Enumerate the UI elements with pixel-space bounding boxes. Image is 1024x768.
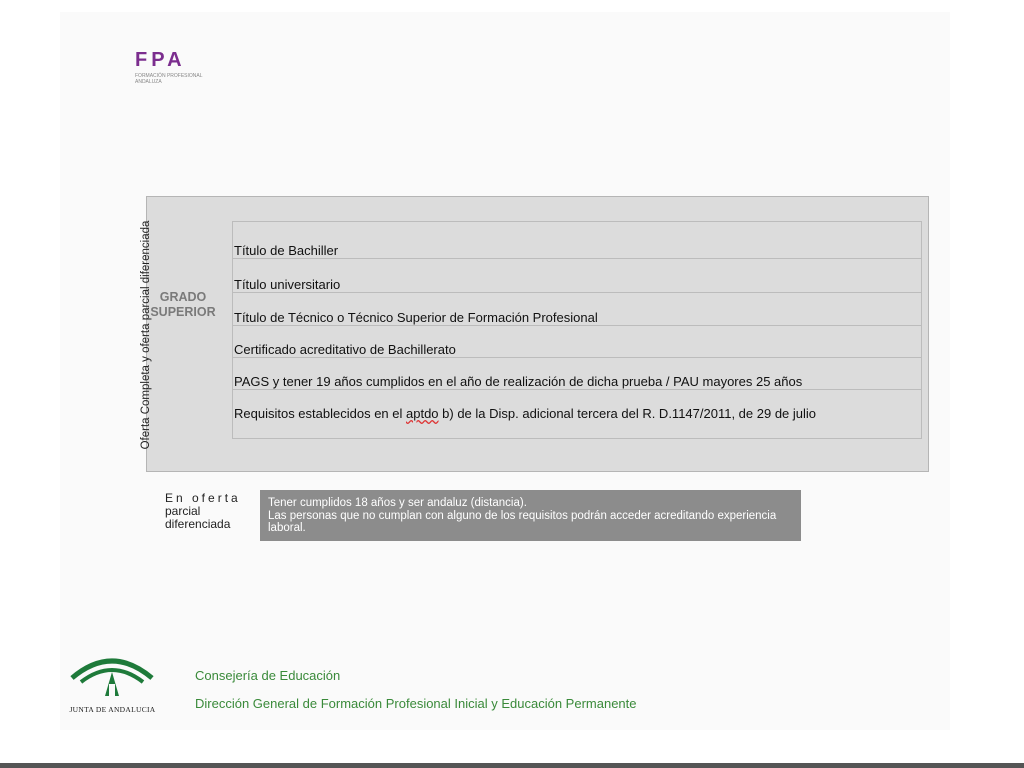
requirement-text: Certificado acreditativo de Bachillerato <box>234 342 456 357</box>
grado-label-line1: GRADO <box>159 290 207 304</box>
requirement-text-start: Requisitos establecidos en el <box>234 406 406 421</box>
requirement-text: Título de Técnico o Técnico Superior de Formación Profesional <box>234 310 598 325</box>
partial-label-line1: En oferta <box>165 491 241 505</box>
requirement-text: PAGS y tener 19 años cumplidos en el año de realización de dicha prueba / PAU mayores 25 años <box>234 374 803 389</box>
junta-emblem-icon <box>65 650 160 698</box>
partial-label-line3: diferenciada <box>165 517 231 531</box>
partial-offer-box <box>260 490 801 541</box>
vertical-label: Oferta Completa y oferta parcial diferenciada <box>140 220 152 450</box>
requirement-row <box>233 222 921 438</box>
spellcheck-marked-word: aptdo <box>406 406 439 421</box>
partial-offer-text-2: Las personas que no cumplan con alguno de los requisitos podrán acceder acreditando experiencia laboral. <box>268 509 777 534</box>
bottom-bar <box>0 763 1024 768</box>
junta-andalucia-logo <box>65 650 160 714</box>
footer-direccion: Dirección General de Formación Profesional Inicial y Educación Permanente <box>195 696 637 711</box>
partial-offer-text-1: Tener cumplidos 18 años y ser andaluz (distancia). <box>268 497 527 509</box>
grado-label-line2: SUPERIOR <box>150 305 216 319</box>
requirement-text: Título de Bachiller <box>234 243 339 258</box>
fpa-logo-subtitle: FORMACIÓN PROFESIONAL ANDALUZA <box>135 73 203 85</box>
footer-consejeria: Consejería de Educación <box>195 668 341 683</box>
partial-offer-label <box>165 492 241 531</box>
requirement-text: Título universitario <box>234 277 341 292</box>
junta-logo-text: JUNTA DE ANDALUCIA <box>69 705 156 714</box>
fpa-logo-mark: FPA <box>135 49 186 71</box>
requirements-table <box>232 221 922 439</box>
partial-label-line2: parcial <box>165 504 201 518</box>
fpa-logo <box>135 50 205 85</box>
requirement-text <box>234 407 904 421</box>
requirement-text-end: b) de la Disp. adicional tercera del R. D.1147/2011, de 29 de julio <box>438 406 817 421</box>
grado-superior-label <box>146 290 220 320</box>
